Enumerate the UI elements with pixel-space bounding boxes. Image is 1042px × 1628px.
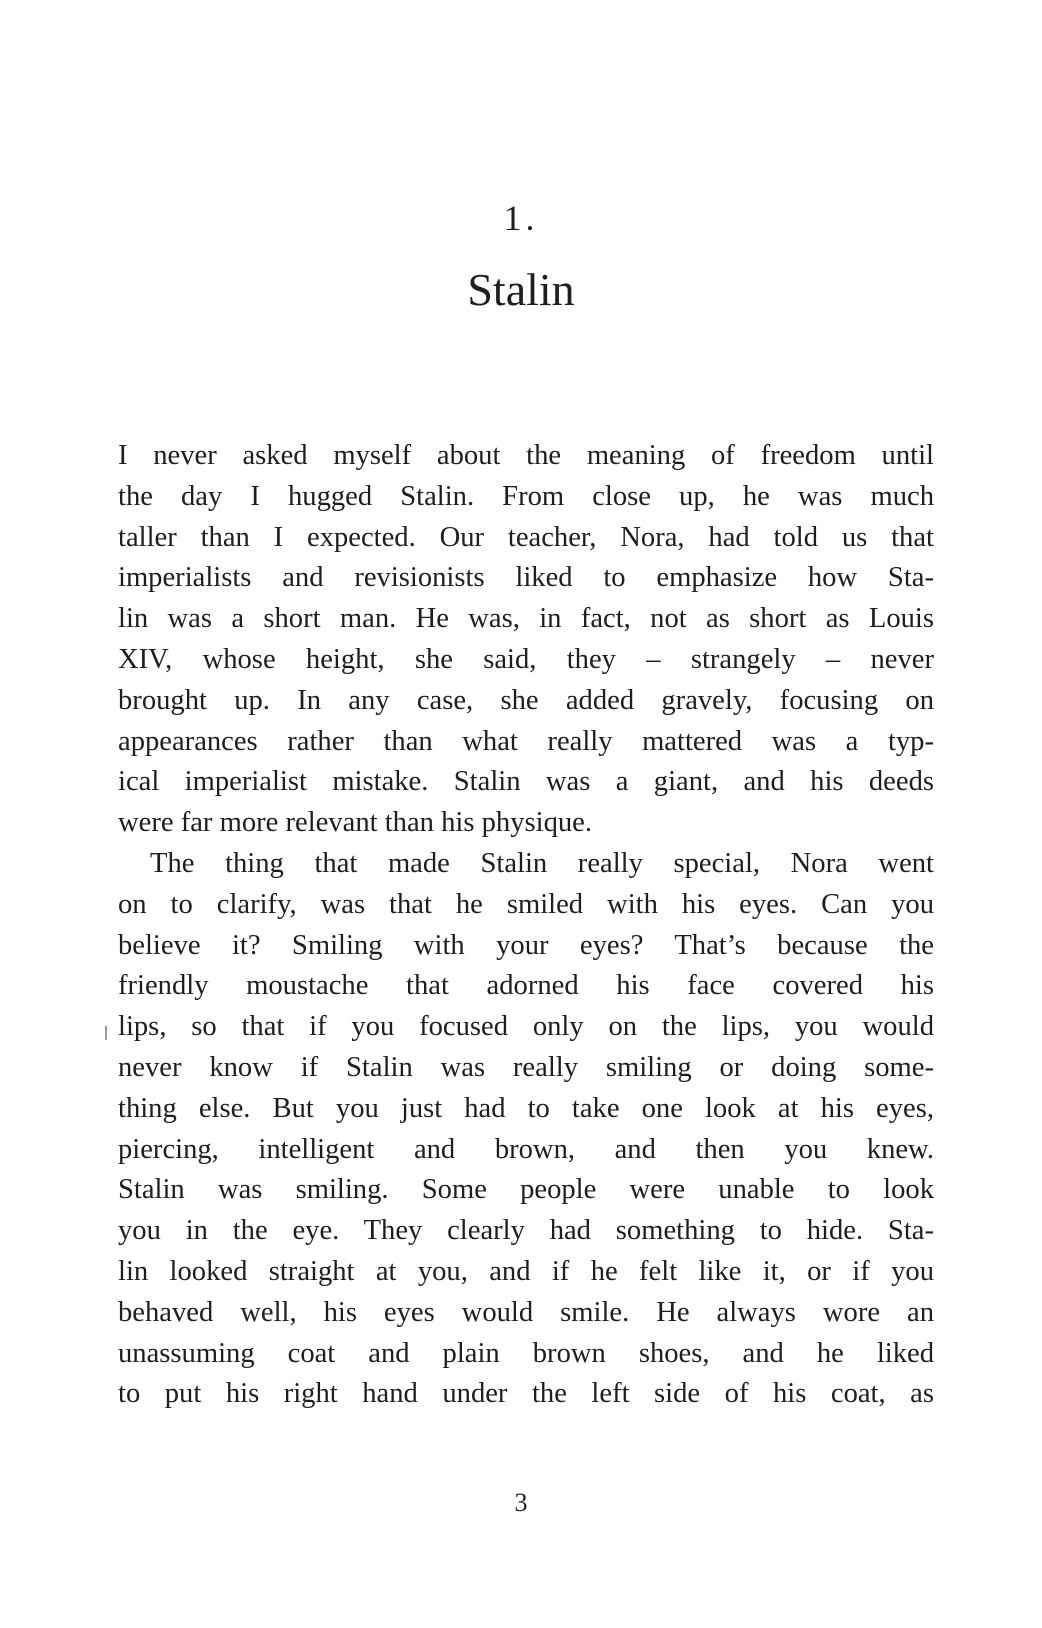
paragraph-2 bbox=[118, 844, 934, 1415]
text-line: never know if Stalin was really smiling or doing some- bbox=[118, 1051, 934, 1083]
text-line: lips, so that if you focused only on the lips, you would bbox=[118, 1011, 934, 1043]
text-line: ical imperialist mistake. Stalin was a giant, and his deeds bbox=[118, 766, 934, 798]
text-line: taller than I expected. Our teacher, Nora, had told us that bbox=[118, 521, 934, 553]
text-line: believe it? Smiling with your eyes? That’s because the bbox=[118, 929, 934, 961]
text-line: piercing, intelligent and brown, and then you knew. bbox=[118, 1133, 934, 1165]
text-line: lin was a short man. He was, in fact, not as short as Louis bbox=[118, 603, 934, 635]
text-line: friendly moustache that adorned his face covered his bbox=[118, 970, 934, 1002]
text-line: unassuming coat and plain brown shoes, and he liked bbox=[118, 1337, 934, 1369]
text-line: I never asked myself about the meaning of freedom until bbox=[118, 440, 934, 471]
text-line: appearances rather than what really mattered was a typ- bbox=[118, 725, 934, 757]
text-line: to put his right hand under the left side of his coat, as bbox=[118, 1378, 934, 1410]
text-line: Stalin was smiling. Some people were unable to look bbox=[118, 1174, 934, 1206]
text-line: XIV, whose height, she said, they – strangely – never bbox=[118, 643, 934, 675]
text-line: on to clarify, was that he smiled with his eyes. Can you bbox=[118, 888, 934, 920]
chapter-title: Stalin bbox=[467, 264, 575, 315]
text-line: the day I hugged Stalin. From close up, he was much bbox=[118, 480, 934, 512]
text-line: behaved well, his eyes would smile. He always wore an bbox=[118, 1296, 934, 1328]
paragraph-1 bbox=[118, 436, 934, 844]
text-line: were far more relevant than his physique. bbox=[118, 807, 593, 839]
scan-margin-mark bbox=[105, 1026, 107, 1040]
text-line: you in the eye. They clearly had something to hide. Sta- bbox=[118, 1215, 934, 1247]
text-line: brought up. In any case, she added gravely, focusing on bbox=[118, 684, 934, 716]
chapter-number: 1. bbox=[503, 198, 539, 238]
page-number: 3 bbox=[514, 1488, 528, 1517]
text-line: thing else. But you just had to take one look at his eyes, bbox=[118, 1092, 934, 1124]
text-line: lin looked straight at you, and if he felt like it, or if you bbox=[118, 1255, 934, 1287]
text-line: The thing that made Stalin really special, Nora went bbox=[150, 847, 934, 879]
body-text bbox=[118, 436, 934, 1415]
text-line: imperialists and revisionists liked to emphasize how Sta- bbox=[118, 562, 934, 594]
